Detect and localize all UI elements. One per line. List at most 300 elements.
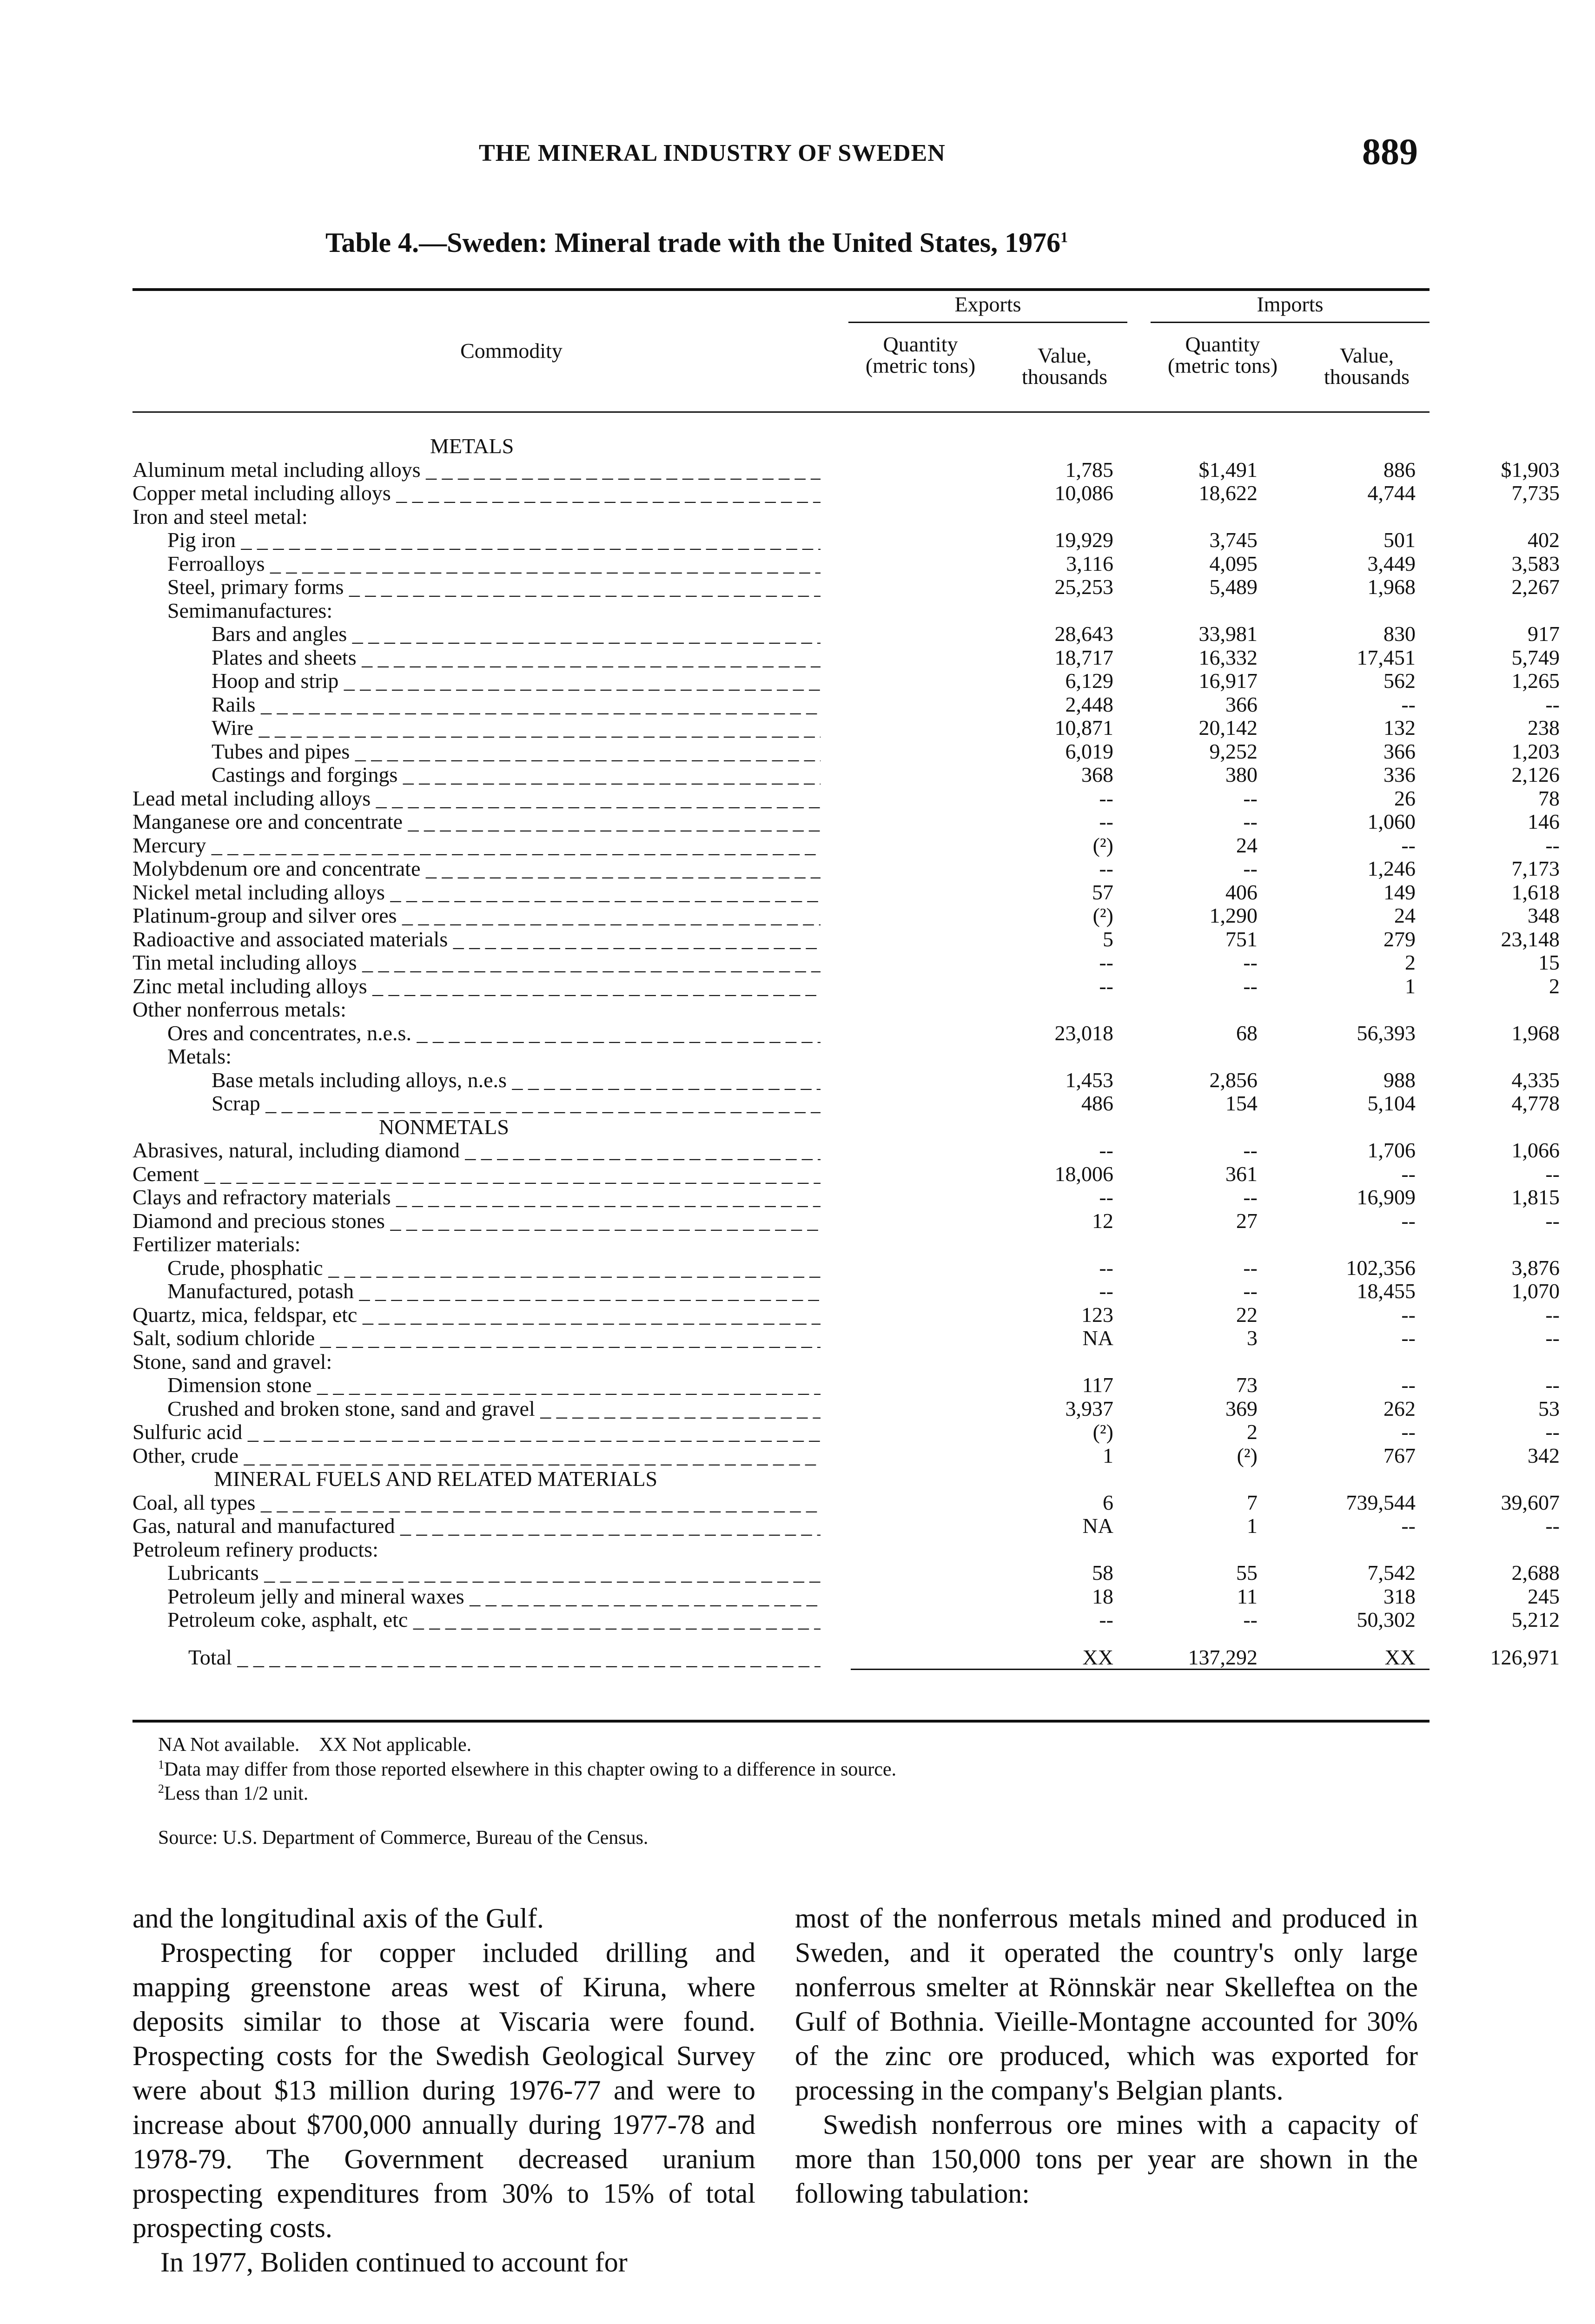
import-quantity-cell: 102,356 xyxy=(1346,1255,1416,1280)
import-quantity-cell: 501 xyxy=(1383,528,1416,552)
table-row xyxy=(132,1279,1560,1303)
export-quantity-cell: 10,086 xyxy=(1054,481,1113,505)
footnote-source: Source: U.S. Department of Commerce, Bureau of the Census. xyxy=(158,1827,649,1849)
import-value-cell: -- xyxy=(1545,833,1560,857)
import-value-cell: 7,173 xyxy=(1511,857,1560,880)
export-value-cell: 380 xyxy=(1225,763,1257,786)
table-row xyxy=(132,1420,1560,1444)
table-row xyxy=(132,1326,1560,1350)
export-quantity-cell: -- xyxy=(1099,1255,1113,1280)
commodity-label: Tin metal including alloys _ _ _ xyxy=(132,951,821,975)
export-quantity-cell: 18,717 xyxy=(1054,645,1113,669)
export-value-cell: -- xyxy=(1243,1185,1257,1209)
export-value-cell: 2 xyxy=(1247,1420,1257,1444)
export-value-cell: 18,622 xyxy=(1198,481,1257,505)
export-quantity-cell: 1,453 xyxy=(1065,1068,1113,1092)
import-value-cell: 1,968 xyxy=(1511,1021,1560,1045)
commodity-cell xyxy=(132,857,821,881)
commodity-label: Scrap _ _ _ xyxy=(212,1092,821,1116)
export-value-cell: 11 xyxy=(1237,1584,1257,1608)
commodity-cell xyxy=(132,1256,821,1280)
export-quantity-cell: -- xyxy=(1099,1279,1113,1303)
import-quantity-cell: 132 xyxy=(1383,716,1416,739)
export-quantity-cell: -- xyxy=(1099,786,1113,810)
export-quantity-cell: 57 xyxy=(1092,880,1113,904)
export-quantity-cell: 2,448 xyxy=(1065,692,1113,716)
export-value-cell: 369 xyxy=(1225,1396,1257,1420)
import-quantity-cell: 318 xyxy=(1383,1584,1416,1608)
table-row xyxy=(132,1561,1560,1585)
commodity-label: Plates and sheets _ _ _ xyxy=(212,646,821,670)
export-quantity-cell: 23,018 xyxy=(1054,1021,1113,1045)
total-label: Total _ _ _ xyxy=(188,1646,821,1670)
import-quantity-cell: 739,544 xyxy=(1346,1490,1416,1514)
commodity-label: Lead metal including alloys _ _ _ xyxy=(132,787,821,811)
header-export-quantity: Quantity (metric tons) xyxy=(865,332,976,377)
import-value-cell: 1,815 xyxy=(1511,1185,1560,1209)
import-quantity-cell: 1 xyxy=(1405,974,1416,998)
import-quantity-cell: 336 xyxy=(1383,763,1416,786)
export-quantity-cell: 368 xyxy=(1081,763,1113,786)
header-import-quantity: Quantity (metric tons) xyxy=(1167,332,1278,377)
import-value-cell: 1,070 xyxy=(1511,1279,1560,1303)
footnote-1-mark: 1 xyxy=(158,1758,164,1771)
commodity-cell xyxy=(132,1350,821,1374)
import-quantity-cell: 767 xyxy=(1383,1443,1416,1467)
export-value-cell: 73 xyxy=(1236,1373,1257,1397)
table-row xyxy=(132,1091,1560,1116)
export-value-cell: (²) xyxy=(1237,1443,1257,1467)
table-row xyxy=(132,1138,1560,1162)
commodity-cell xyxy=(132,904,821,928)
import-value-cell: -- xyxy=(1545,1514,1560,1538)
export-value-cell: 33,981 xyxy=(1198,622,1257,646)
commodity-cell xyxy=(132,716,821,740)
import-value-cell: 15 xyxy=(1538,951,1560,974)
table-title-footnote-mark: 1 xyxy=(1060,229,1068,245)
commodity-cell xyxy=(132,1162,821,1186)
commodity-label: Cement _ _ _ xyxy=(132,1162,821,1186)
export-value-cell: 1 xyxy=(1247,1514,1257,1538)
import-value-cell: 238 xyxy=(1528,716,1560,739)
total-export-quantity: XX xyxy=(1082,1645,1113,1669)
table-top-rule xyxy=(132,288,1430,291)
commodity-cell xyxy=(132,1608,821,1632)
commodity-label: Abrasives, natural, including diamond _ _ _ xyxy=(132,1139,821,1162)
export-value-cell: 27 xyxy=(1236,1208,1257,1233)
import-quantity-cell: 24 xyxy=(1394,904,1416,927)
export-value-cell: 1,290 xyxy=(1209,904,1257,927)
commodity-cell xyxy=(132,1139,821,1162)
commodity-cell xyxy=(132,528,821,552)
import-quantity-cell: 18,455 xyxy=(1357,1279,1416,1303)
commodity-cell xyxy=(132,646,821,670)
export-quantity-cell: 486 xyxy=(1081,1091,1113,1115)
commodity-label: Petroleum coke, asphalt, etc _ _ _ xyxy=(167,1608,821,1632)
running-head: THE MINERAL INDUSTRY OF SWEDEN xyxy=(479,140,946,166)
commodity-label: Metals: xyxy=(167,1045,232,1068)
import-value-cell: -- xyxy=(1545,1208,1560,1233)
commodity-label: Platinum-group and silver ores _ _ _ xyxy=(132,904,821,928)
commodity-cell xyxy=(132,482,821,505)
header-commodity: Commodity xyxy=(460,339,563,363)
page-number: 889 xyxy=(1362,132,1418,172)
commodity-cell xyxy=(132,998,821,1022)
export-quantity-cell: 123 xyxy=(1081,1302,1113,1327)
export-quantity-cell: 1 xyxy=(1103,1443,1113,1467)
import-quantity-cell: -- xyxy=(1401,1162,1416,1186)
import-value-cell: 39,607 xyxy=(1501,1490,1560,1514)
commodity-label: Zinc metal including alloys _ _ _ xyxy=(132,975,821,998)
commodity-label: Manganese ore and concentrate _ _ _ xyxy=(132,810,821,834)
import-value-cell: 917 xyxy=(1528,622,1560,646)
commodity-cell xyxy=(132,928,821,951)
import-quantity-cell: 4,744 xyxy=(1367,481,1416,505)
table-row xyxy=(132,951,1560,975)
import-value-cell: 78 xyxy=(1538,786,1560,810)
section-heading: MINERAL FUELS AND RELATED MATERIALS xyxy=(214,1467,658,1491)
commodity-label: Crushed and broken stone, sand and gravel _ _ _ xyxy=(167,1397,821,1421)
commodity-label: Gas, natural and manufactured _ _ _ xyxy=(132,1514,821,1538)
export-quantity-cell: 117 xyxy=(1082,1373,1113,1397)
table-row xyxy=(132,575,1560,599)
commodity-cell xyxy=(132,1538,821,1562)
table-row xyxy=(132,1538,1430,1562)
commodity-label: Rails _ _ _ xyxy=(212,693,821,717)
table-row xyxy=(132,1443,1560,1468)
footnote-1 xyxy=(158,1758,896,1781)
export-value-cell: -- xyxy=(1243,1255,1257,1280)
import-quantity-cell: -- xyxy=(1401,833,1416,857)
import-value-cell: 23,148 xyxy=(1501,927,1560,951)
table-row xyxy=(132,599,1430,623)
table-title-text: Table 4.—Sweden: Mineral trade with the United States, 1976 xyxy=(325,227,1061,258)
export-quantity-cell: 18 xyxy=(1092,1584,1113,1608)
body-paragraph: most of the nonferrous metals mined and produced in Sweden, and it operated the country's only large nonferrous smelter at Rönnskär near Skelleftea on the Gulf of Bothnia. Vieille-Montagne accounted for 30% of the zinc ore produced, which was exported for processing in the company's Belgian plants. xyxy=(795,1903,1418,2106)
commodity-label: Dimension stone _ _ _ xyxy=(167,1373,821,1397)
table-row xyxy=(132,1302,1560,1327)
commodity-label: Coal, all types _ _ _ xyxy=(132,1491,821,1515)
commodity-cell xyxy=(132,458,821,482)
body-paragraph: Prospecting for copper included drilling and mapping greenstone areas west of Kiruna, where deposits similar to those at Viscaria were found. Prospecting costs for the Swedish Geological Survey were about $13 million during 1976-77 and were to increase about $700,000 annually during 1977-78 and 1978-79. The Government decreased uranium prospecting expenditures from 30% to 15% of total prospecting costs. xyxy=(132,1937,755,2243)
footnote-1-text: Data may differ from those reported elsewhere in this chapter owing to a difference in source. xyxy=(164,1759,897,1780)
import-value-cell: -- xyxy=(1545,1326,1560,1350)
table-row xyxy=(132,505,1430,529)
import-value-cell: 1,265 xyxy=(1511,669,1560,693)
import-quantity-cell: 3,449 xyxy=(1367,551,1416,575)
import-quantity-cell: 2 xyxy=(1405,951,1416,974)
export-quantity-cell: 58 xyxy=(1092,1561,1113,1585)
exports-rule xyxy=(848,322,1127,323)
export-value-cell: 55 xyxy=(1236,1561,1257,1585)
export-value-cell: 16,332 xyxy=(1198,645,1257,669)
import-value-cell: 348 xyxy=(1528,904,1560,927)
commodity-cell xyxy=(132,1561,821,1585)
import-quantity-cell: 279 xyxy=(1383,927,1416,951)
export-quantity-cell: NA xyxy=(1082,1326,1113,1350)
import-value-cell: 245 xyxy=(1528,1584,1560,1608)
commodity-label: Diamond and precious stones _ _ _ xyxy=(132,1209,821,1233)
commodity-cell xyxy=(132,1373,821,1397)
commodity-cell xyxy=(132,975,821,998)
commodity-label: Manufactured, potash _ _ _ xyxy=(167,1280,821,1303)
total-row xyxy=(132,1645,1560,1670)
import-value-cell: 5,212 xyxy=(1511,1608,1560,1631)
export-value-cell: 3 xyxy=(1247,1326,1257,1350)
export-quantity-cell: (²) xyxy=(1092,833,1113,857)
commodity-cell xyxy=(132,575,821,599)
commodity-label: Molybdenum ore and concentrate _ _ _ xyxy=(132,857,821,881)
export-value-cell: -- xyxy=(1243,1138,1257,1162)
section-heading-row xyxy=(132,435,1430,458)
import-value-cell: -- xyxy=(1545,1373,1560,1397)
import-value-cell: 146 xyxy=(1528,810,1560,833)
export-value-cell: 366 xyxy=(1225,692,1257,716)
section-heading: METALS xyxy=(430,434,514,458)
export-quantity-cell: 5 xyxy=(1103,927,1113,951)
commodity-label: Bars and angles _ _ _ xyxy=(212,622,821,646)
commodity-cell xyxy=(132,622,821,646)
import-value-cell: $1,903 xyxy=(1501,457,1560,482)
import-quantity-cell: 5,104 xyxy=(1367,1091,1416,1115)
footnote-2-text: Less than 1/2 unit. xyxy=(164,1783,309,1804)
import-value-cell: 1,066 xyxy=(1511,1138,1560,1162)
table-row xyxy=(132,974,1560,998)
export-quantity-cell: 10,871 xyxy=(1054,716,1113,739)
table-row xyxy=(132,1233,1430,1256)
import-value-cell: 1,618 xyxy=(1511,880,1560,904)
table-row xyxy=(132,1045,1430,1069)
body-column-left xyxy=(132,1901,755,2279)
commodity-cell xyxy=(132,1420,821,1444)
export-value-cell: 20,142 xyxy=(1198,716,1257,739)
commodity-label: Ferroalloys _ _ _ xyxy=(167,552,821,576)
export-quantity-cell: 1,785 xyxy=(1065,457,1113,482)
export-value-cell: -- xyxy=(1243,1279,1257,1303)
section-heading: NONMETALS xyxy=(379,1115,509,1139)
import-quantity-cell: 1,706 xyxy=(1367,1138,1416,1162)
import-value-cell: 4,778 xyxy=(1511,1091,1560,1115)
commodity-cell xyxy=(132,810,821,834)
export-quantity-cell: 6 xyxy=(1103,1490,1113,1514)
export-value-cell: -- xyxy=(1243,974,1257,998)
header-exports: Exports xyxy=(954,292,1021,316)
export-quantity-cell: 25,253 xyxy=(1054,575,1113,599)
commodity-label: Castings and forgings _ _ _ xyxy=(212,763,821,787)
import-quantity-cell: -- xyxy=(1401,1514,1416,1538)
import-quantity-cell: 17,451 xyxy=(1357,645,1416,669)
export-value-cell: -- xyxy=(1243,1608,1257,1631)
commodity-cell xyxy=(132,1022,821,1045)
export-quantity-cell: -- xyxy=(1099,1608,1113,1631)
table-bottom-rule xyxy=(132,1720,1430,1723)
commodity-cell xyxy=(132,552,821,576)
section-heading-row xyxy=(132,1116,1430,1139)
commodity-label: Tubes and pipes _ _ _ xyxy=(212,740,821,764)
table-row xyxy=(132,786,1560,811)
commodity-cell xyxy=(132,881,821,905)
export-quantity-cell: 12 xyxy=(1092,1208,1113,1233)
commodity-cell xyxy=(132,1303,821,1327)
section-heading-row xyxy=(132,1467,1430,1491)
table-row xyxy=(132,1490,1560,1515)
commodity-label: Mercury _ _ _ xyxy=(132,834,821,858)
commodity-label: Lubricants _ _ _ xyxy=(167,1561,821,1585)
commodity-cell xyxy=(132,1397,821,1421)
export-value-cell: -- xyxy=(1243,857,1257,880)
commodity-cell xyxy=(132,669,821,693)
footnote-2-mark: 2 xyxy=(158,1782,164,1796)
export-quantity-cell: 6,129 xyxy=(1065,669,1113,693)
import-value-cell: -- xyxy=(1545,1162,1560,1186)
table-row xyxy=(132,692,1560,717)
commodity-label: Other, crude _ _ _ xyxy=(132,1444,821,1468)
table-row xyxy=(132,880,1560,905)
total-import-quantity: XX xyxy=(1384,1645,1416,1669)
commodity-cell xyxy=(132,1233,821,1256)
table-row xyxy=(132,1373,1560,1397)
export-quantity-cell: -- xyxy=(1099,1185,1113,1209)
import-quantity-cell: -- xyxy=(1401,1208,1416,1233)
table-row xyxy=(132,810,1560,834)
table-row xyxy=(132,1608,1560,1632)
export-quantity-cell: (²) xyxy=(1092,904,1113,927)
export-quantity-cell: (²) xyxy=(1092,1420,1113,1444)
import-quantity-cell: 830 xyxy=(1383,622,1416,646)
commodity-cell xyxy=(132,1444,821,1468)
table-row xyxy=(132,1185,1560,1209)
body-paragraph: Swedish nonferrous ore mines with a capacity of more than 150,000 tons per year are shown in the following tabulation: xyxy=(795,2109,1418,2209)
import-value-cell: 7,735 xyxy=(1511,481,1560,505)
import-value-cell: 2 xyxy=(1549,974,1560,998)
table-row xyxy=(132,1255,1560,1280)
import-quantity-cell: -- xyxy=(1401,692,1416,716)
commodity-cell xyxy=(132,1514,821,1538)
commodity-cell xyxy=(132,763,821,787)
import-quantity-cell: 1,060 xyxy=(1367,810,1416,833)
import-value-cell: 402 xyxy=(1528,528,1560,552)
import-value-cell: 1,203 xyxy=(1511,739,1560,763)
export-value-cell: 406 xyxy=(1225,880,1257,904)
footnote-2 xyxy=(158,1782,308,1805)
import-value-cell: -- xyxy=(1545,1302,1560,1327)
import-value-cell: 2,126 xyxy=(1511,763,1560,786)
export-value-cell: -- xyxy=(1243,951,1257,974)
export-value-cell: 3,745 xyxy=(1209,528,1257,552)
export-value-cell: 2,856 xyxy=(1209,1068,1257,1092)
import-quantity-cell: 16,909 xyxy=(1357,1185,1416,1209)
export-quantity-cell: 3,116 xyxy=(1066,551,1113,575)
import-quantity-cell: 26 xyxy=(1394,786,1416,810)
import-value-cell: 3,876 xyxy=(1511,1255,1560,1280)
commodity-label: Steel, primary forms _ _ _ xyxy=(167,575,821,599)
import-quantity-cell: 562 xyxy=(1383,669,1416,693)
import-quantity-cell: 988 xyxy=(1383,1068,1416,1092)
table-row xyxy=(132,528,1560,552)
commodity-label: Ores and concentrates, n.e.s. _ _ _ xyxy=(167,1022,821,1045)
commodity-label: Wire _ _ _ xyxy=(212,716,821,740)
commodity-cell xyxy=(132,787,821,811)
header-imports: Imports xyxy=(1257,292,1324,316)
export-quantity-cell: -- xyxy=(1099,1138,1113,1162)
export-quantity-cell: NA xyxy=(1082,1514,1113,1538)
commodity-label: Nickel metal including alloys _ _ _ xyxy=(132,881,821,905)
table-row xyxy=(132,998,1430,1022)
import-quantity-cell: 50,302 xyxy=(1357,1608,1416,1631)
body-column-right xyxy=(795,1901,1418,2211)
export-quantity-cell: 19,929 xyxy=(1054,528,1113,552)
import-quantity-cell: 149 xyxy=(1383,880,1416,904)
table-row xyxy=(132,857,1560,881)
commodity-label: Semimanufactures: xyxy=(167,599,333,622)
export-value-cell: 7 xyxy=(1247,1490,1257,1514)
table-row xyxy=(132,833,1560,858)
export-quantity-cell: 6,019 xyxy=(1065,739,1113,763)
commodity-label: Sulfuric acid _ _ _ xyxy=(132,1420,821,1444)
export-value-cell: -- xyxy=(1243,810,1257,833)
import-quantity-cell: 886 xyxy=(1383,457,1416,482)
export-quantity-cell: 3,937 xyxy=(1065,1396,1113,1420)
footnote-na-xx: NA Not available. XX Not applicable. xyxy=(158,1734,472,1756)
commodity-label: Base metals including alloys, n.e.s _ _ _ xyxy=(212,1069,821,1092)
export-value-cell: 154 xyxy=(1225,1091,1257,1115)
export-value-cell: $1,491 xyxy=(1198,457,1257,482)
import-value-cell: 53 xyxy=(1538,1396,1560,1420)
import-quantity-cell: 366 xyxy=(1383,739,1416,763)
export-quantity-cell: -- xyxy=(1099,857,1113,880)
export-value-cell: 68 xyxy=(1236,1021,1257,1045)
import-quantity-cell: -- xyxy=(1401,1326,1416,1350)
commodity-label: Clays and refractory materials _ _ _ xyxy=(132,1186,821,1209)
table-row xyxy=(132,1162,1560,1186)
total-label-cell xyxy=(132,1646,821,1670)
import-value-cell: -- xyxy=(1545,692,1560,716)
table-row xyxy=(132,669,1560,693)
commodity-cell xyxy=(132,1209,821,1233)
import-quantity-cell: -- xyxy=(1401,1420,1416,1444)
table-title xyxy=(325,227,1068,259)
import-quantity-cell: 1,246 xyxy=(1367,857,1416,880)
commodity-label: Stone, sand and gravel: xyxy=(132,1350,332,1373)
import-value-cell: 4,335 xyxy=(1511,1068,1560,1092)
table-row xyxy=(132,1584,1560,1609)
body-paragraph: In 1977, Boliden continued to account for xyxy=(160,2247,628,2278)
commodity-cell xyxy=(132,1186,821,1209)
export-value-cell: 24 xyxy=(1236,833,1257,857)
export-value-cell: 5,489 xyxy=(1209,575,1257,599)
table-row xyxy=(132,1350,1430,1374)
export-value-cell: 751 xyxy=(1225,927,1257,951)
commodity-label: Radioactive and associated materials _ _ _ xyxy=(132,928,821,951)
commodity-cell xyxy=(132,834,821,858)
export-value-cell: 22 xyxy=(1236,1302,1257,1327)
commodity-cell xyxy=(132,1491,821,1515)
export-quantity-cell: 18,006 xyxy=(1054,1162,1113,1186)
commodity-cell xyxy=(132,1280,821,1303)
export-value-cell: 16,917 xyxy=(1198,669,1257,693)
table-row xyxy=(132,457,1560,482)
import-quantity-cell: 262 xyxy=(1383,1396,1416,1420)
import-value-cell: -- xyxy=(1545,1420,1560,1444)
commodity-label: Pig iron _ _ _ xyxy=(167,528,821,552)
table-row xyxy=(132,763,1560,787)
commodity-label: Hoop and strip _ _ _ xyxy=(212,669,821,693)
table-row xyxy=(132,904,1560,928)
table-row xyxy=(132,1068,1560,1092)
table-row xyxy=(132,1208,1560,1233)
commodity-cell xyxy=(132,1585,821,1609)
table-row xyxy=(132,622,1560,646)
